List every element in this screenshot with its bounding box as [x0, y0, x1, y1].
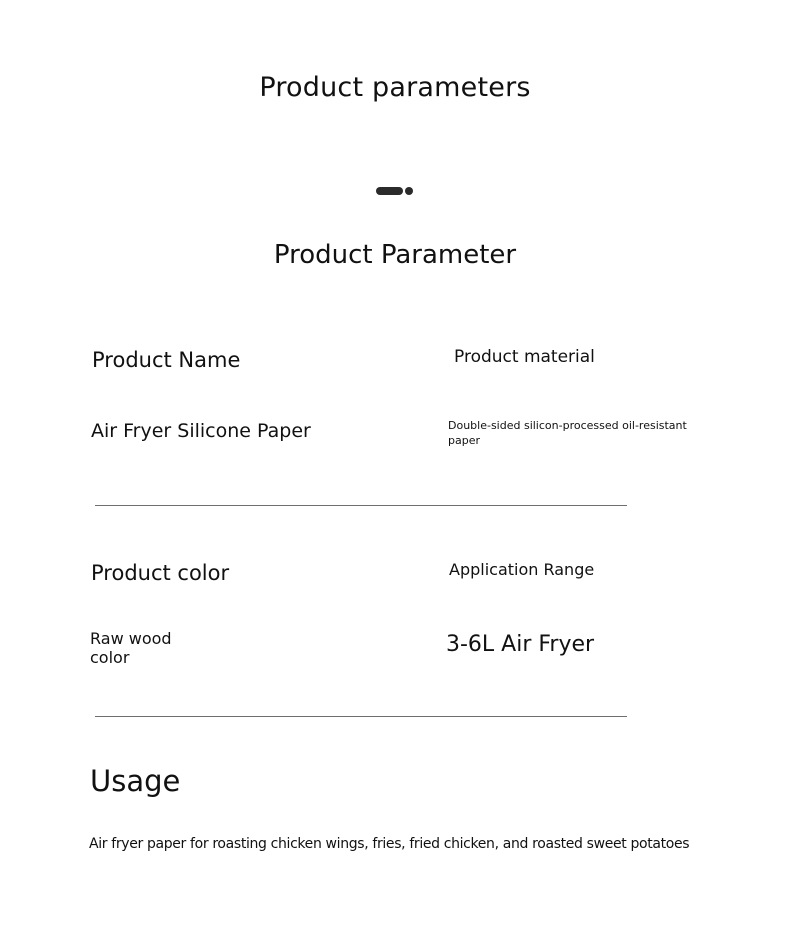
application-range-label: Application Range [449, 560, 595, 579]
product-name-label: Product Name [92, 348, 241, 372]
application-range-value: 3-6L Air Fryer [446, 632, 595, 657]
section-heading: Product Parameter [273, 240, 517, 270]
page-title: Product parameters [259, 72, 531, 103]
divider-dot-icon [405, 187, 413, 195]
product-name-value: Air Fryer Silicone Paper [91, 420, 311, 442]
product-material-value: Double-sided silicon-processed oil-resistant paper [448, 419, 687, 447]
usage-description: Air fryer paper for roasting chicken wings, fries, fried chicken, and roasted sweet potatoes [89, 836, 690, 852]
product-color-label: Product color [91, 561, 230, 585]
usage-title: Usage [90, 764, 181, 798]
product-material-label: Product material [454, 347, 595, 367]
row-divider [95, 716, 627, 717]
row-divider [95, 505, 627, 506]
divider-pill-icon [376, 187, 403, 195]
product-color-value: Raw wood color [90, 629, 172, 667]
decorative-divider-icon [376, 186, 416, 196]
